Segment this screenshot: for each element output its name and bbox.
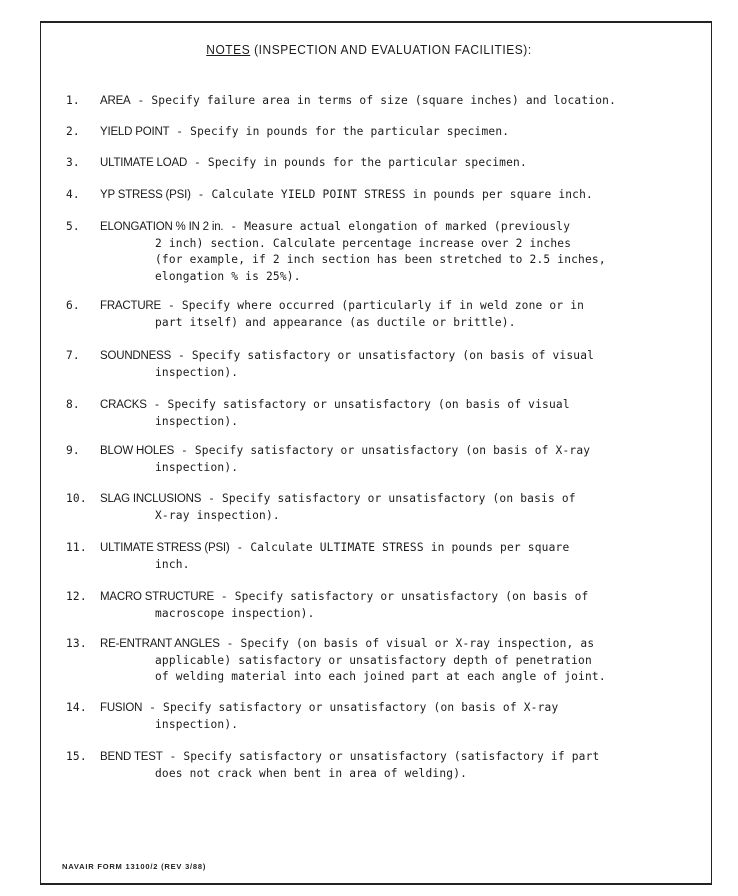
note-body	[100, 187, 706, 204]
note-term: YIELD POINT	[100, 126, 170, 138]
note-item	[66, 93, 706, 110]
note-term: FUSION	[100, 702, 143, 714]
note-item	[66, 397, 706, 430]
note-term: FRACTURE	[100, 300, 162, 312]
title-rest: (INSPECTION AND EVALUATION FACILITIES):	[250, 42, 532, 57]
note-first-line: SOUNDNESS - Specify satisfactory or unsatisfactory (on basis of visual	[100, 349, 595, 362]
note-number: 10.	[66, 492, 87, 505]
note-term: ULTIMATE STRESS (PSI)	[100, 542, 230, 554]
note-item	[66, 636, 706, 686]
note-body	[100, 348, 706, 381]
note-continuation-line: of welding material into each joined part at each angle of joint.	[155, 670, 606, 683]
note-number: 14.	[66, 701, 87, 714]
note-body	[100, 298, 706, 331]
note-number: 1.	[66, 94, 80, 107]
note-continuation-line: inspection).	[155, 414, 239, 428]
note-number: 9.	[66, 444, 80, 457]
note-continuation-line: applicable) satisfactory or unsatisfactory depth of penetration	[155, 653, 592, 667]
note-number: 6.	[66, 299, 80, 312]
note-term: BLOW HOLES	[100, 445, 175, 457]
note-body	[100, 397, 706, 430]
note-term: RE-ENTRANT ANGLES	[100, 638, 220, 650]
note-first-line: YP STRESS (PSI) - Calculate YIELD POINT STRESS in pounds per square inch.	[100, 188, 593, 201]
note-term: BEND TEST	[100, 751, 163, 763]
note-item	[66, 700, 706, 733]
note-item	[66, 124, 706, 141]
note-item	[66, 187, 706, 204]
note-number: 12.	[66, 590, 87, 603]
note-number: 11.	[66, 541, 87, 554]
note-first-line: BLOW HOLES - Specify satisfactory or unsatisfactory (on basis of X-ray	[100, 444, 591, 457]
note-continuation-line: does not crack when bent in area of welding).	[155, 766, 468, 780]
note-first-line: FRACTURE - Specify where occurred (particularly if in weld zone or in	[100, 299, 585, 312]
note-continuation-line: part itself) and appearance (as ductile or brittle).	[155, 315, 516, 329]
note-term: ELONGATION % IN 2 in.	[100, 221, 224, 233]
note-continuation-line: inspection).	[155, 717, 239, 731]
note-item	[66, 749, 706, 782]
note-body	[100, 491, 706, 524]
form-number: NAVAIR FORM 13100/2 (REV 3/88)	[62, 862, 207, 871]
note-first-line: RE-ENTRANT ANGLES - Specify (on basis of visual or X-ray inspection, as	[100, 637, 595, 650]
note-continuation-line: elongation % is 25%).	[155, 269, 301, 283]
note-item	[66, 589, 706, 622]
note-item	[66, 298, 706, 331]
note-body	[100, 749, 706, 782]
note-number: 15.	[66, 750, 87, 763]
note-body	[100, 219, 706, 285]
note-body	[100, 443, 706, 476]
note-continuation-line: (for example, if 2 inch section has been stretched to 2.5 inches,	[155, 253, 606, 266]
note-term: CRACKS	[100, 399, 147, 411]
note-body	[100, 540, 706, 573]
note-term: SOUNDNESS	[100, 350, 172, 362]
note-continuation-line: inspection).	[155, 365, 239, 379]
note-first-line: BEND TEST - Specify satisfactory or unsatisfactory (satisfactory if part	[100, 750, 600, 763]
note-body	[100, 155, 706, 172]
note-body	[100, 124, 706, 141]
note-term: YP STRESS (PSI)	[100, 189, 191, 201]
note-number: 4.	[66, 188, 80, 201]
note-term: ULTIMATE LOAD	[100, 157, 188, 169]
note-first-line: FUSION - Specify satisfactory or unsatisfactory (on basis of X-ray	[100, 701, 559, 714]
note-first-line: ULTIMATE LOAD - Specify in pounds for the particular specimen.	[100, 156, 527, 169]
page-title	[30, 42, 709, 57]
note-number: 7.	[66, 349, 80, 362]
note-first-line: CRACKS - Specify satisfactory or unsatisfactory (on basis of visual	[100, 398, 570, 411]
note-body	[100, 700, 706, 733]
note-number: 3.	[66, 156, 80, 169]
note-number: 8.	[66, 398, 80, 411]
note-body	[100, 589, 706, 622]
note-continuation-line: inspection).	[155, 460, 239, 474]
note-first-line: SLAG INCLUSIONS - Specify satisfactory or unsatisfactory (on basis of	[100, 492, 576, 505]
note-number: 13.	[66, 637, 87, 650]
note-first-line: YIELD POINT - Specify in pounds for the particular specimen.	[100, 125, 510, 138]
note-item	[66, 491, 706, 524]
note-first-line: ELONGATION % IN 2 in. - Measure actual elongation of marked (previously	[100, 220, 571, 233]
note-body	[100, 93, 706, 110]
note-item	[66, 540, 706, 573]
note-body	[100, 636, 706, 686]
note-number: 5.	[66, 220, 80, 233]
note-first-line: ULTIMATE STRESS (PSI) - Calculate ULTIMATE STRESS in pounds per square	[100, 541, 570, 554]
note-first-line: AREA - Specify failure area in terms of size (square inches) and location.	[100, 94, 617, 107]
note-item	[66, 348, 706, 381]
note-continuation-line: inch.	[155, 557, 190, 571]
note-term: AREA	[100, 95, 131, 107]
note-item	[66, 155, 706, 172]
note-continuation-line: macroscope inspection).	[155, 606, 315, 620]
note-continuation-line: 2 inch) section. Calculate percentage increase over 2 inches	[155, 236, 572, 250]
note-first-line: MACRO STRUCTURE - Specify satisfactory or unsatisfactory (on basis of	[100, 590, 589, 603]
note-item	[66, 443, 706, 476]
note-item	[66, 219, 706, 285]
note-number: 2.	[66, 125, 80, 138]
title-notes: NOTES	[206, 42, 251, 57]
note-term: SLAG INCLUSIONS	[100, 493, 202, 505]
note-continuation-line: X-ray inspection).	[155, 508, 280, 522]
note-term: MACRO STRUCTURE	[100, 591, 214, 603]
